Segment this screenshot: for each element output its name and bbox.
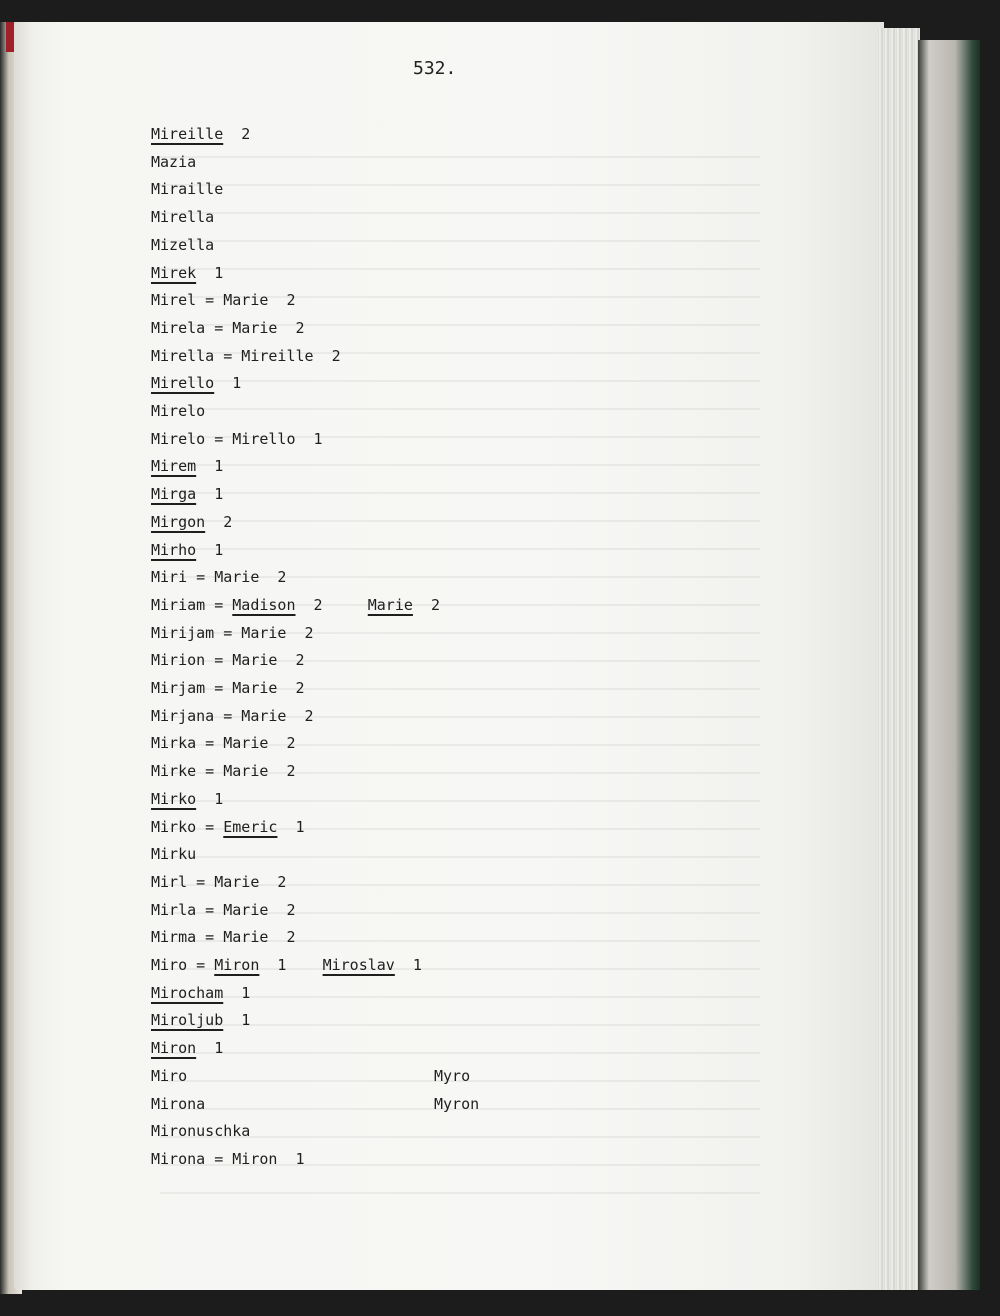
name-entry xyxy=(151,1122,250,1140)
name-entry xyxy=(151,707,314,725)
page-edges xyxy=(878,28,920,1290)
underlined-name: Emeric xyxy=(223,818,278,836)
entry-text: Mirelo xyxy=(151,402,206,420)
entry-text: Miriam = xyxy=(151,596,233,614)
name-entry xyxy=(151,845,196,863)
entry-text: Mirion = Marie 2 xyxy=(151,651,305,669)
entry-text: 1 xyxy=(196,790,224,808)
name-entry xyxy=(151,901,296,919)
entry-text: Miro xyxy=(151,1067,188,1085)
entry-text: Mirel = Marie 2 xyxy=(151,291,296,309)
entry-text: Mirka = Marie 2 xyxy=(151,734,296,752)
underlined-name: Mirek xyxy=(151,264,197,282)
name-entry xyxy=(151,624,314,642)
entry-text: Mirona xyxy=(151,1095,206,1113)
name-entry xyxy=(151,873,286,891)
entry-text: Mirko = xyxy=(151,818,224,836)
entry-text: Mironuschka xyxy=(151,1122,251,1140)
name-entry xyxy=(151,513,232,531)
entry-text: 1 xyxy=(196,541,224,559)
name-entry xyxy=(151,236,214,254)
entry-text: 1 xyxy=(277,818,305,836)
entry-text: 2 xyxy=(223,125,251,143)
entry-text: 1 xyxy=(259,956,323,974)
back-book-cover xyxy=(918,40,980,1290)
underlined-name: Miron xyxy=(214,956,260,974)
name-entry xyxy=(151,762,296,780)
entry-text: 1 xyxy=(196,457,224,475)
name-entry xyxy=(151,319,305,337)
underlined-name: Madison xyxy=(232,596,296,614)
name-entry xyxy=(151,734,296,752)
name-entry xyxy=(151,153,196,171)
entry-text: 1 xyxy=(214,374,242,392)
name-entry xyxy=(151,568,286,586)
entry-text: 2 xyxy=(412,596,440,614)
name-entry xyxy=(151,651,305,669)
name-entry xyxy=(151,790,223,808)
name-entry xyxy=(151,679,305,697)
side-entry-myron: Myron xyxy=(434,1095,480,1113)
red-spine-strip xyxy=(6,22,14,52)
underlined-name: Mireille xyxy=(151,125,224,143)
entry-text: Mazia xyxy=(151,153,197,171)
entry-text: Mirona = Miron 1 xyxy=(151,1150,305,1168)
entry-text: Mirma = Marie 2 xyxy=(151,928,296,946)
underlined-name: Mirocham xyxy=(151,984,224,1002)
entry-text: Mirjana = Marie 2 xyxy=(151,707,314,725)
entry-text: Miro = xyxy=(151,956,215,974)
entry-text: Mizella xyxy=(151,236,215,254)
entry-text: Mirela = Marie 2 xyxy=(151,319,305,337)
name-entry xyxy=(151,208,214,226)
entry-text: 1 xyxy=(223,984,251,1002)
entry-text: 1 xyxy=(196,264,224,282)
entry-text: 1 xyxy=(394,956,422,974)
name-entry xyxy=(151,596,440,614)
name-entry xyxy=(151,180,223,198)
name-entry xyxy=(151,430,323,448)
name-entry xyxy=(151,374,241,392)
name-entry xyxy=(151,125,250,143)
name-entry xyxy=(151,264,223,282)
entry-text: Mirl = Marie 2 xyxy=(151,873,287,891)
name-entry xyxy=(151,457,223,475)
name-entry xyxy=(151,1011,250,1029)
underlined-name: Miroljub xyxy=(151,1011,224,1029)
entry-text: Mirijam = Marie 2 xyxy=(151,624,314,642)
entry-text: Mirke = Marie 2 xyxy=(151,762,296,780)
entry-text: 1 xyxy=(223,1011,251,1029)
name-entry xyxy=(151,1095,205,1113)
name-entry xyxy=(151,402,205,420)
name-entry xyxy=(151,291,296,309)
underlined-name: Mirga xyxy=(151,485,197,503)
entry-text: Mirella xyxy=(151,208,215,226)
entry-text: Mirla = Marie 2 xyxy=(151,901,296,919)
entry-text: 1 xyxy=(196,485,224,503)
name-entry xyxy=(151,541,223,559)
entry-text: Miri = Marie 2 xyxy=(151,568,287,586)
entry-text: Mirku xyxy=(151,845,197,863)
underlined-name: Mirem xyxy=(151,457,197,475)
underlined-name: Mirho xyxy=(151,541,197,559)
underlined-name: Marie xyxy=(367,596,413,614)
side-entry-myro: Myro xyxy=(434,1067,471,1085)
name-entry xyxy=(151,1039,223,1057)
page-number: 532. xyxy=(413,58,457,79)
name-entry xyxy=(151,1150,305,1168)
name-entry xyxy=(151,485,223,503)
underlined-name: Mirko xyxy=(151,790,197,808)
name-entry xyxy=(151,928,296,946)
underlined-name: Miroslav xyxy=(322,956,395,974)
name-entry xyxy=(151,818,305,836)
entry-text: 2 xyxy=(205,513,233,531)
underlined-name: Miron xyxy=(151,1039,197,1057)
entry-text: 1 xyxy=(196,1039,224,1057)
entry-text: Mirjam = Marie 2 xyxy=(151,679,305,697)
name-entry xyxy=(151,347,341,365)
entry-text: Mirella = Mireille 2 xyxy=(151,347,341,365)
underlined-name: Mirgon xyxy=(151,513,206,531)
name-entry xyxy=(151,984,250,1002)
entry-text: 2 xyxy=(295,596,368,614)
entry-text: Miraille xyxy=(151,180,224,198)
underlined-name: Mirello xyxy=(151,374,215,392)
name-entry xyxy=(151,956,422,974)
name-entry xyxy=(151,1067,187,1085)
entry-text: Mirelo = Mirello 1 xyxy=(151,430,323,448)
